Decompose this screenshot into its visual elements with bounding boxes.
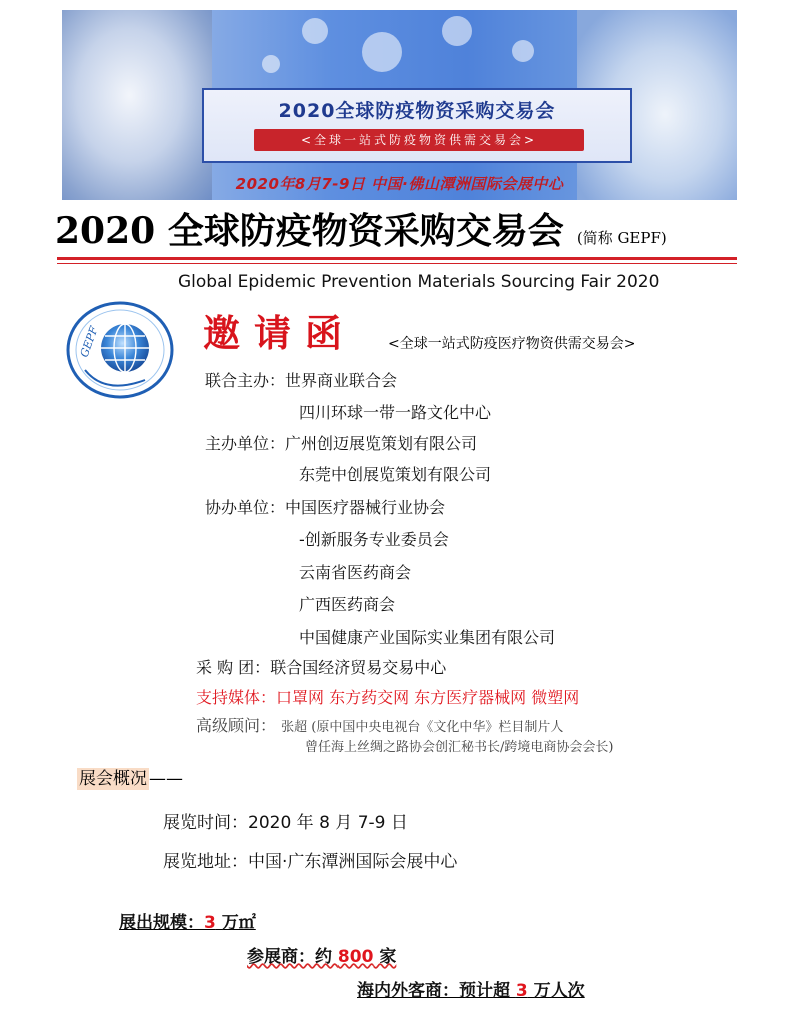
assist-value-5: 中国健康产业国际实业集团有限公司 (299, 628, 556, 647)
buyer-value: 联合国经济贸易交易中心 (270, 658, 447, 677)
visitors-number: 3 (515, 981, 528, 1001)
assist-value-3: 云南省医药商会 (299, 563, 412, 582)
scale-label: 展出规模： (119, 913, 204, 933)
invitation-title: 邀请函 (203, 311, 356, 355)
exhibitors-number: 800 (337, 947, 374, 967)
banner-date-location: 2020年8月7-9日 中国·佛山潭洲国际会展中心 (235, 175, 564, 193)
host-value: 广州创迈展览策划有限公司 (285, 434, 478, 453)
logo-gepf-text: GEPF (77, 324, 101, 360)
germ-decoration (362, 32, 402, 72)
exhibition-time-label: 展览时间： (163, 813, 248, 833)
advisor-value-2: 曾任海上丝绸之路协会创汇秘书长/跨境电商协会会长) (305, 740, 614, 755)
advisor-value: 张超 (原中国中央电视台《文化中华》栏目制片人 (281, 720, 564, 735)
assist-value-4: 广西医药商会 (299, 595, 396, 614)
exhibitors-label: 参展商：约 (247, 947, 338, 967)
germ-decoration (512, 40, 534, 62)
exhibition-time-value: 2020 年 8 月 7-9 日 (248, 813, 408, 833)
main-title: 2020 全球防疫物资采购交易会 (55, 210, 564, 252)
scale-number: 3 (204, 913, 216, 933)
co-host-value: 世界商业联合会 (285, 371, 398, 390)
co-host-label: 联合主办： (205, 371, 286, 390)
globe-logo-icon (65, 300, 175, 400)
host-row (205, 431, 477, 454)
english-title: Global Epidemic Prevention Materials Sourcing Fair 2020 (178, 272, 660, 292)
banner-subtitle: <全球一站式防疫物资供需交易会> (254, 129, 584, 151)
germ-decoration (442, 16, 472, 46)
exhibitor-count (247, 942, 396, 967)
germ-decoration (302, 18, 328, 44)
assist-value-2: -创新服务专业委员会 (299, 530, 449, 549)
assist-label: 协办单位： (205, 498, 286, 517)
buyer-row (196, 655, 446, 678)
germ-decoration (262, 55, 280, 73)
overview-label: 展会概况 (79, 769, 147, 789)
divider-red-thick (57, 257, 737, 260)
invitation-subtitle: <全球一站式防疫医疗物资供需交易会> (388, 336, 636, 352)
divider-red-thin (57, 263, 737, 264)
advisor-label: 高级顾问： (196, 716, 277, 735)
exhibition-address-value: 中国·广东潭洲国际会展中心 (248, 852, 458, 872)
buyer-label: 采 购 团： (196, 658, 271, 677)
header-banner (62, 10, 737, 200)
gepf-logo (65, 300, 175, 400)
advisor-row (196, 713, 563, 736)
page-title (55, 203, 667, 251)
banner-title-box (202, 88, 632, 163)
co-host-row (205, 368, 397, 391)
title-abbreviation: (简称 GEPF) (576, 229, 667, 247)
scale-unit: 万㎡ (215, 913, 256, 933)
exhibition-address-label: 展览地址： (163, 852, 248, 872)
banner-title: 2020全球防疫物资采购交易会 (278, 100, 556, 122)
exhibition-scale (119, 908, 256, 933)
assist-row (205, 495, 445, 518)
host-value-2: 东莞中创展览策划有限公司 (299, 465, 492, 484)
exhibition-address-row (163, 847, 457, 872)
co-host-value-2: 四川环球一带一路文化中心 (299, 403, 492, 422)
banner-lab-image-left (62, 10, 212, 200)
overview-dash: —— (149, 769, 183, 789)
visitors-unit: 万人次 (527, 981, 585, 1001)
host-label: 主办单位： (205, 434, 286, 453)
exhibition-time-row (163, 808, 408, 833)
support-media: 支持媒体：口罩网 东方药交网 东方医疗器械网 微塑网 (196, 688, 580, 707)
assist-value: 中国医疗器械行业协会 (285, 498, 446, 517)
visitor-count (357, 976, 585, 1001)
overview-heading (77, 764, 183, 789)
visitors-label: 海内外客商：预计超 (357, 981, 516, 1001)
exhibitors-unit: 家 (373, 947, 397, 967)
